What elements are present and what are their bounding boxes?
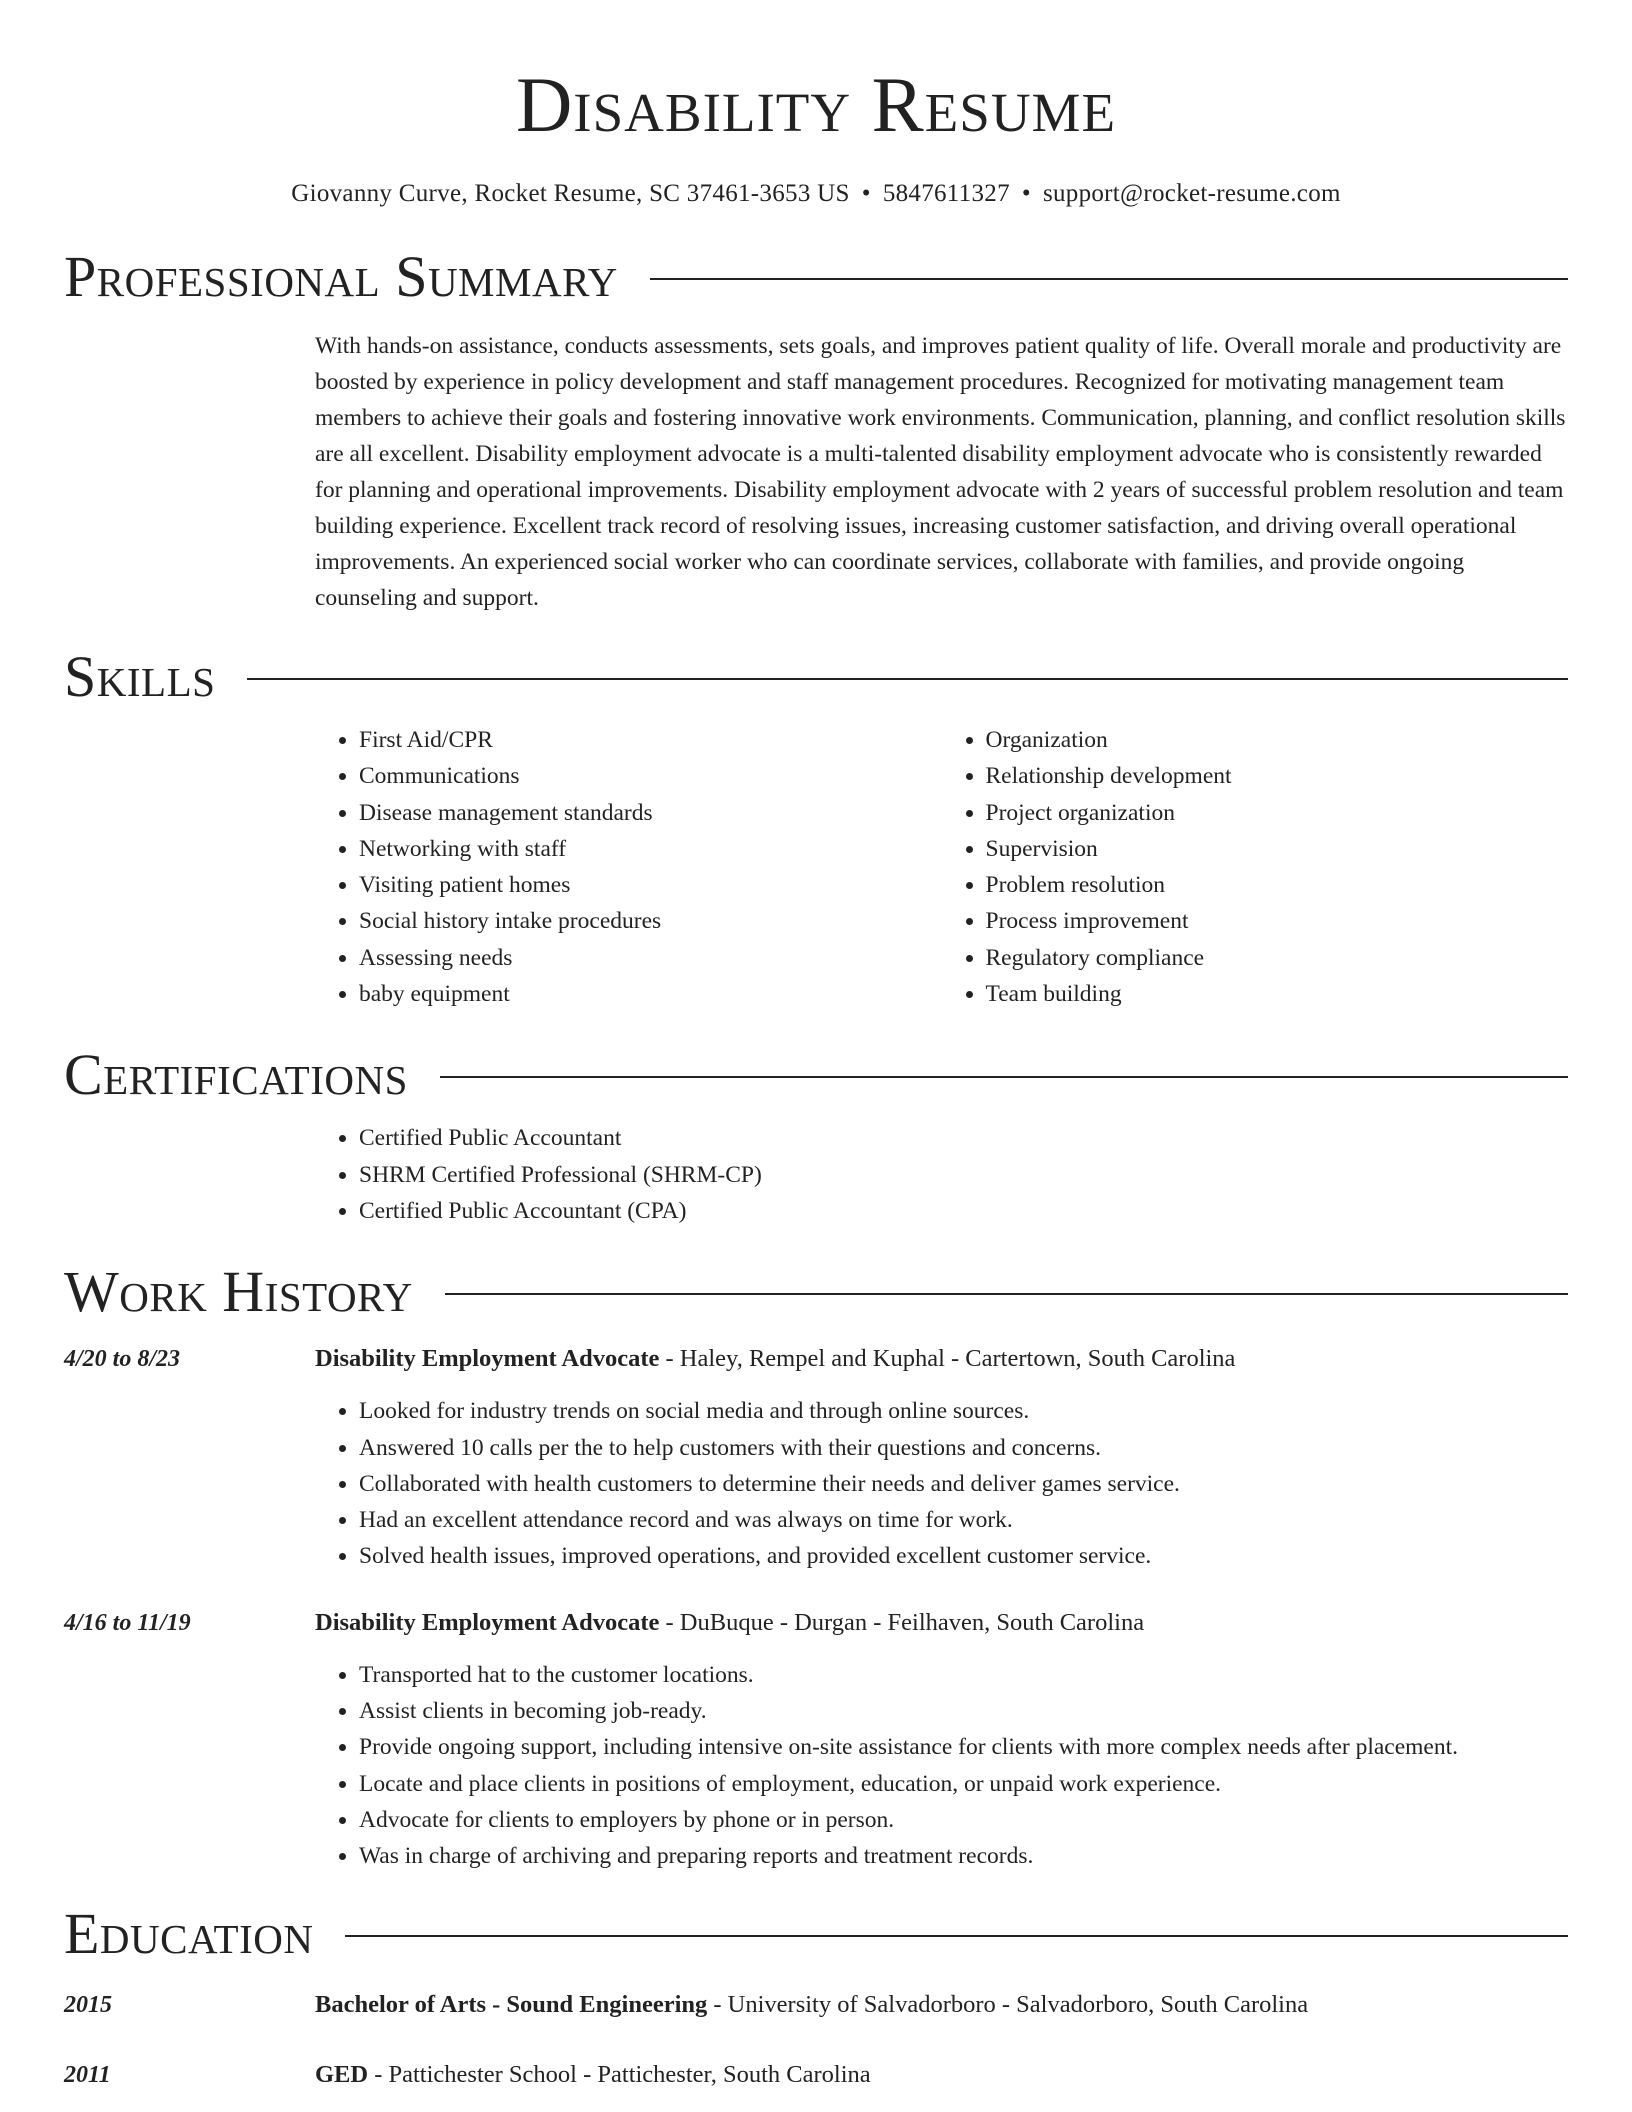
contact-separator: •	[861, 180, 871, 207]
job-heading	[315, 1605, 1568, 1641]
skill-item: • Supervision	[986, 831, 1569, 867]
skill-item: • Organization	[986, 722, 1569, 758]
skill-item: • Problem resolution	[986, 867, 1569, 903]
skill-item: • baby equipment	[359, 976, 942, 1012]
education-entry	[64, 2057, 1568, 2093]
contact-email: support@rocket-resume.com	[1042, 180, 1341, 207]
section-rule	[247, 678, 1568, 680]
job-content	[315, 1341, 1568, 1574]
job-employer: - Haley, Rempel and Kuphal - Cartertown, South Carolina	[659, 1345, 1236, 1373]
job-bullet: • Advocate for clients to employers by phone or in person.	[359, 1802, 1568, 1838]
certifications-list	[315, 1120, 1568, 1229]
skill-item: • Relationship development	[986, 758, 1569, 794]
skill-item: • Communications	[359, 758, 942, 794]
certification-item: • SHRM Certified Professional (SHRM-CP)	[359, 1157, 1568, 1193]
job-bullets	[315, 1393, 1568, 1574]
summary-section-header	[64, 244, 1568, 309]
work-section-header	[64, 1259, 1568, 1325]
job-bullet: • Had an excellent attendance record and was always on time for work.	[359, 1502, 1568, 1538]
education-school: - Pattichester School - Pattichester, South Carolina	[368, 2060, 871, 2088]
education-section-header	[64, 1900, 1568, 1966]
job-bullet: • Was in charge of archiving and preparing reports and treatment records.	[359, 1838, 1568, 1874]
certifications-section-header	[64, 1042, 1568, 1108]
skill-item: • Assessing needs	[359, 940, 942, 976]
skill-item: • Project organization	[986, 795, 1569, 831]
skills-list-right	[942, 722, 1569, 1012]
summary-text: With hands-on assistance, conducts assessments, sets goals, and improves patient quality of life. Overall morale and productivity are boosted by experience in policy development and staff management procedures. Recognized for motivating management team members to achieve their goals and fostering innovative work environments. Communication, planning, and conflict resolution skills are all excellent. Disability employment advocate is a multi-talented disability employment advocate who is consistently rewarded for planning and operational improvements. Disability employment advocate with 2 years of successful problem resolution and team building experience. Excellent track record of resolving issues, increasing customer satisfaction, and driving overall operational improvements. An experienced social worker who can coordinate services, collaborate with families, and provide ongoing counseling and support.	[315, 333, 1566, 611]
job-entry	[64, 1341, 1568, 1574]
certifications-block	[315, 1120, 1568, 1229]
job-dates: 4/20 to 8/23	[64, 1346, 181, 1373]
job-bullets	[315, 1657, 1568, 1875]
job-bullet: • Transported hat to the customer locations.	[359, 1657, 1568, 1693]
job-bullet: • Provide ongoing support, including intensive on-site assistance for clients with more complex needs after placement.	[359, 1729, 1568, 1765]
job-bullet: • Locate and place clients in positions of employment, education, or unpaid work experience.	[359, 1766, 1568, 1802]
skill-item: • Team building	[986, 976, 1569, 1012]
certification-item: • Certified Public Accountant	[359, 1120, 1568, 1156]
skill-item: • First Aid/CPR	[359, 722, 942, 758]
skill-item: • Disease management standards	[359, 795, 942, 831]
contact-separator: •	[1021, 180, 1031, 207]
certifications-heading: Certifications	[64, 1042, 408, 1108]
skill-item: • Process improvement	[986, 903, 1569, 939]
education-year: 2011	[64, 2061, 111, 2088]
skill-item: • Regulatory compliance	[986, 940, 1569, 976]
education-year: 2015	[64, 1991, 112, 2018]
skill-item: • Social history intake procedures	[359, 903, 942, 939]
education-degree: Bachelor of Arts - Sound Engineering	[315, 1990, 708, 2018]
section-rule	[440, 1076, 1568, 1078]
contact-address: Giovanny Curve, Rocket Resume, SC 37461-3653 US	[291, 180, 850, 207]
section-rule	[345, 1935, 1568, 1937]
contact-line	[64, 180, 1568, 208]
resume-title: Disability Resume	[515, 61, 1117, 148]
job-bullet: • Looked for industry trends on social media and through online sources.	[359, 1393, 1568, 1429]
certification-item: • Certified Public Accountant (CPA)	[359, 1193, 1568, 1229]
job-title: Disability Employment Advocate	[315, 1608, 660, 1636]
skill-item: • Networking with staff	[359, 831, 942, 867]
work-heading: Work History	[64, 1259, 413, 1325]
job-bullet: • Assist clients in becoming job-ready.	[359, 1693, 1568, 1729]
skills-section-header	[64, 644, 1568, 709]
job-bullet: • Collaborated with health customers to determine their needs and deliver games service.	[359, 1466, 1568, 1502]
education-degree: GED	[315, 2060, 369, 2088]
education-heading-line	[315, 2057, 871, 2093]
skills-list-left	[315, 722, 942, 1012]
job-title: Disability Employment Advocate	[315, 1345, 660, 1373]
skill-item: • Visiting patient homes	[359, 867, 942, 903]
contact-phone: 5847611327	[882, 180, 1010, 207]
summary-heading: Professional Summary	[64, 244, 618, 309]
education-school: - University of Salvadorboro - Salvadorboro, South Carolina	[707, 1990, 1309, 2018]
education-entry	[64, 1987, 1568, 2023]
job-bullet: • Answered 10 calls per the to help customers with their questions and concerns.	[359, 1430, 1568, 1466]
education-heading-line	[315, 1987, 1308, 2023]
section-rule	[650, 278, 1568, 280]
job-content	[315, 1605, 1568, 1875]
education-heading: Education	[64, 1900, 314, 1966]
job-employer: - DuBuque - Durgan - Feilhaven, South Carolina	[659, 1608, 1145, 1636]
job-entry	[64, 1605, 1568, 1875]
skills-heading: Skills	[64, 644, 216, 709]
job-bullet: • Solved health issues, improved operations, and provided excellent customer service.	[359, 1538, 1568, 1574]
section-rule	[445, 1293, 1568, 1295]
skills-columns	[315, 722, 1568, 1012]
job-heading	[315, 1341, 1568, 1377]
job-dates: 4/16 to 11/19	[64, 1609, 191, 1636]
